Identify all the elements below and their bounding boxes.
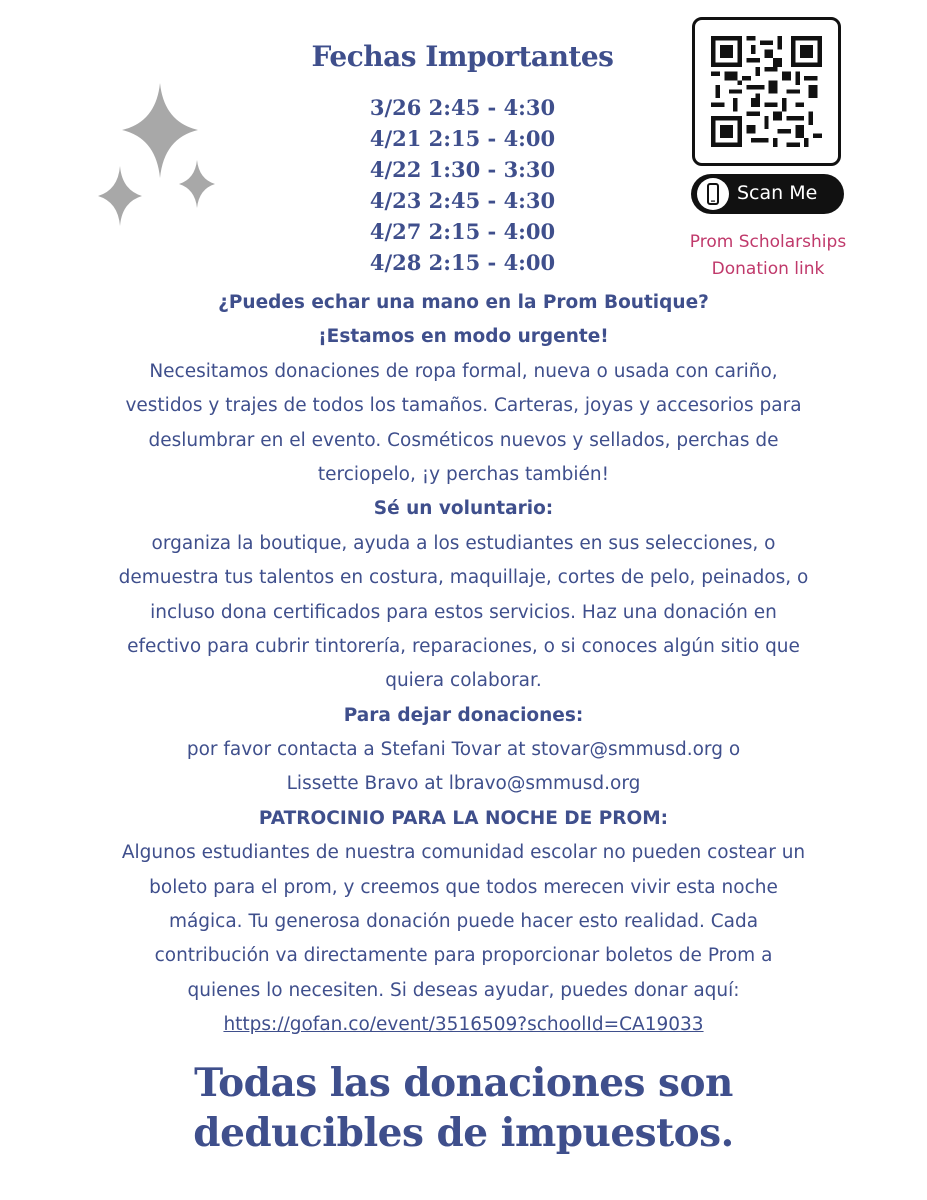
scan-me-button[interactable] xyxy=(691,174,844,214)
donation-url-link[interactable]: https://gofan.co/event/3516509?schoolId=CA19033 xyxy=(223,1014,704,1036)
scan-me-label: Scan Me xyxy=(737,182,818,204)
phone-icon xyxy=(697,178,729,210)
body-line: Lissette Bravo at lbravo@smmusd.org xyxy=(286,773,641,795)
body-line: deslumbrar en el evento. Cosméticos nuevos y sellados, perchas de xyxy=(148,429,779,451)
date-item: 3/26 2:45 - 4:30 xyxy=(369,95,556,120)
body-text xyxy=(60,286,867,1043)
body-line: vestidos y trajes de todos los tamaños. Carteras, joyas y accesorios para xyxy=(125,395,802,417)
date-item: 4/28 2:15 - 4:00 xyxy=(369,250,556,275)
body-line: terciopelo, ¡y perchas también! xyxy=(317,463,610,485)
qr-code-frame[interactable] xyxy=(692,17,841,166)
tax-deductible-footer xyxy=(60,1058,867,1158)
body-line: boleto para el prom, y creemos que todos merecen vivir esta noche xyxy=(149,876,778,898)
section-heading: ¿Puedes echar una mano en la Prom Boutique? xyxy=(218,292,709,313)
section-heading: Para dejar donaciones: xyxy=(343,704,584,726)
section-heading: PATROCINIO PARA LA NOCHE DE PROM: xyxy=(258,807,669,829)
body-line: incluso dona certificados para estos servicios. Haz una donación en xyxy=(150,601,777,623)
body-line: quienes lo necesiten. Si deseas ayudar, puedes donar aquí: xyxy=(187,979,740,1001)
body-line: demuestra tus talentos en costura, maquillaje, cortes de pelo, peinados, o xyxy=(118,567,809,589)
footer-line: Todas las donaciones son xyxy=(194,1060,733,1106)
body-line: contribución va directamente para proporcionar boletos de Prom a xyxy=(154,945,773,967)
section-heading: ¡Estamos en modo urgente! xyxy=(318,326,609,348)
body-line: efectivo para cubrir tintorería, reparaciones, o si conoces algún sitio que xyxy=(127,635,800,657)
body-line: Necesitamos donaciones de ropa formal, nueva o usada con cariño, xyxy=(149,360,778,382)
body-line: por favor contacta a Stefani Tovar at stovar@smmusd.org o xyxy=(186,739,741,761)
footer-line: deducibles de impuestos. xyxy=(193,1110,734,1156)
donation-link-caption[interactable] xyxy=(663,229,873,283)
date-item: 4/21 2:15 - 4:00 xyxy=(369,126,556,151)
body-line: Algunos estudiantes de nuestra comunidad escolar no pueden costear un xyxy=(121,842,806,864)
dates-heading: Fechas Importantes xyxy=(311,40,614,73)
qr-code-icon xyxy=(711,36,822,147)
section-heading: Sé un voluntario: xyxy=(373,498,554,520)
body-line: mágica. Tu generosa donación puede hacer esto realidad. Cada xyxy=(168,911,759,933)
date-item: 4/23 2:45 - 4:30 xyxy=(369,188,556,213)
sparkles-icon xyxy=(90,78,220,233)
dates-list xyxy=(300,92,625,278)
qr-caption-line: Donation link xyxy=(711,259,825,279)
date-item: 4/22 1:30 - 3:30 xyxy=(369,157,556,182)
body-line: organiza la boutique, ayuda a los estudiantes en sus selecciones, o xyxy=(151,532,776,554)
qr-caption-line: Prom Scholarships xyxy=(689,232,847,252)
body-line: quiera colaborar. xyxy=(385,670,542,692)
date-item: 4/27 2:15 - 4:00 xyxy=(369,219,556,244)
